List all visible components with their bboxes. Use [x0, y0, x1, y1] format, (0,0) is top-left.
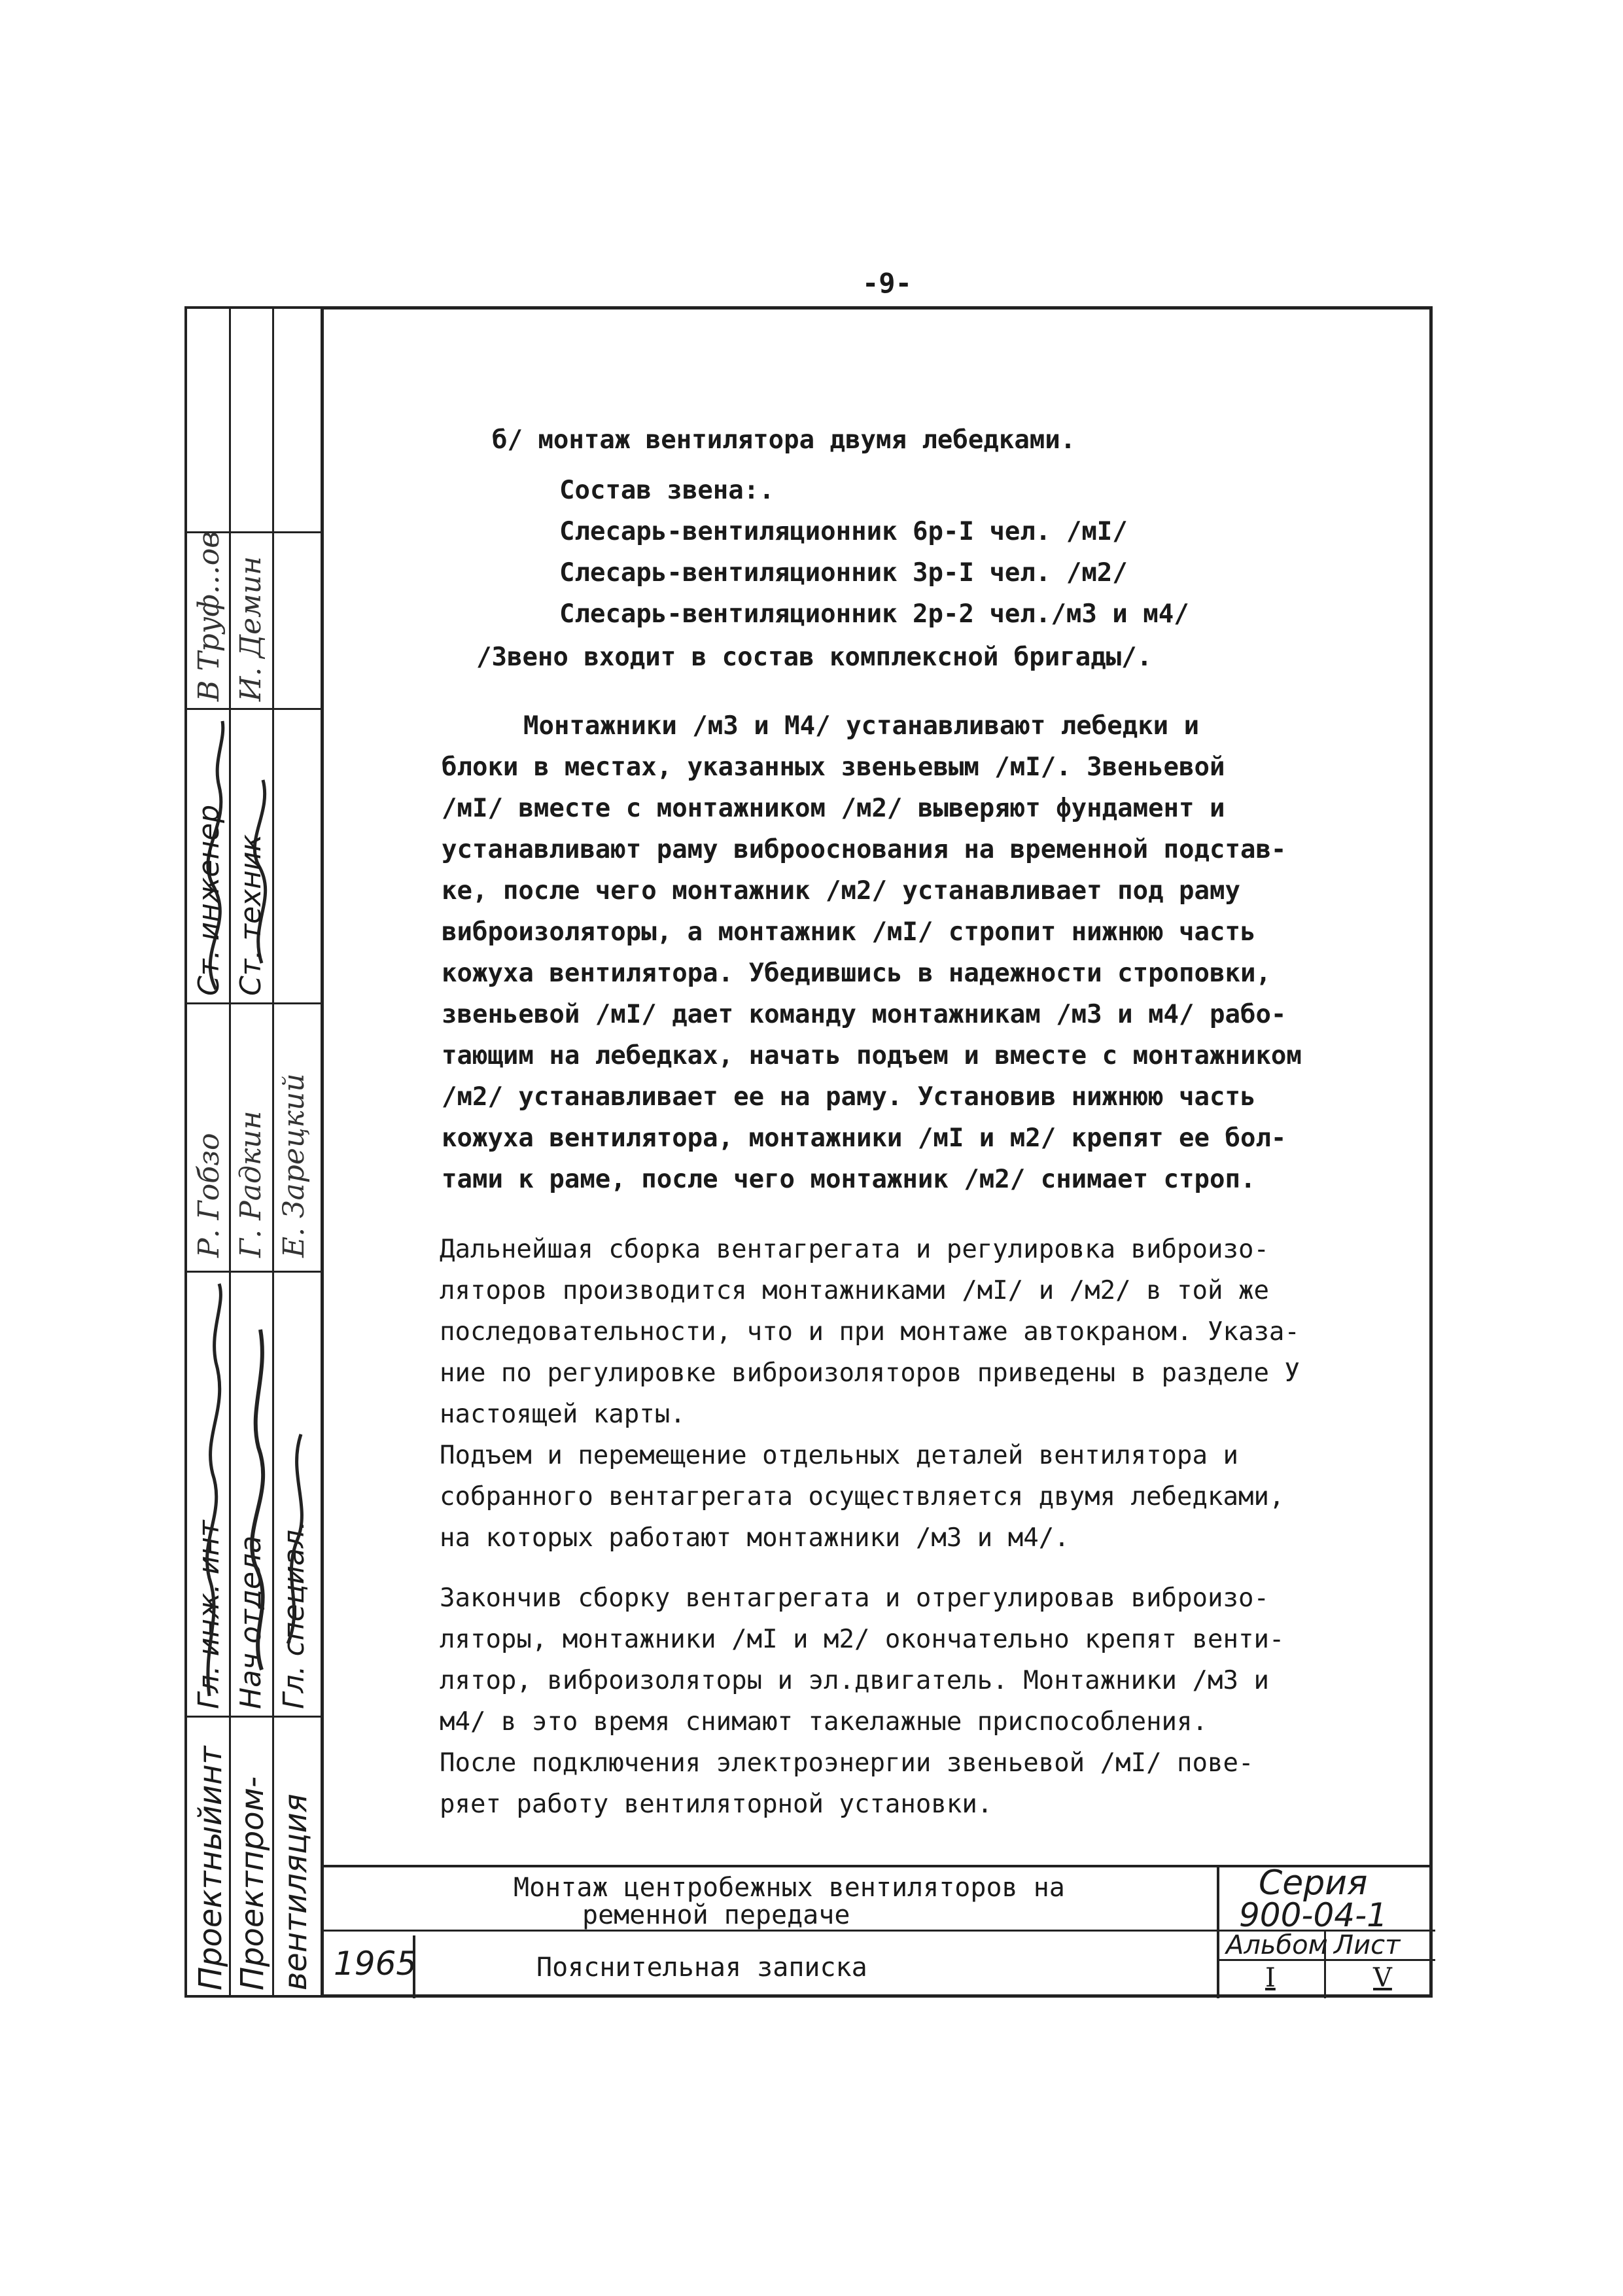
- paragraph-line: кожуха вентилятора. Убедившись в надежности строповки,: [442, 959, 1271, 988]
- name-senior-engineer: В Труф…ов: [192, 531, 226, 701]
- paragraph-line: на которых работают монтажники /м3 и м4/.: [440, 1523, 1070, 1553]
- paragraph-line: Монтажники /м3 и М4/ устанавливают лебедки и: [523, 711, 1200, 741]
- title-block: [321, 1865, 1433, 1996]
- album-label: Альбом: [1226, 1930, 1328, 1960]
- paragraph-line: /мI/ вместе с монтажником /м2/ выверяют фундамент и: [442, 794, 1225, 823]
- paragraph-line: тающим на лебедках, начать подъем и вместе с монтажником: [442, 1041, 1302, 1070]
- crew-line: Слесарь-вентиляционник 2р-2 чел./м3 и м4/: [559, 599, 1189, 629]
- side-divider: [187, 1002, 321, 1004]
- crew-note: /Звено входит в состав комплексной бригады/.: [476, 643, 1153, 672]
- paragraph-line: звеньевой /мI/ дает команду монтажникам /м3 и м4/ рабо-: [442, 1000, 1287, 1029]
- year-text: 1965: [334, 1945, 417, 1983]
- side-dept-3: вентиляция: [277, 1793, 314, 1990]
- paragraph-line: После подключения электроэнергии звеньевой /мI/ пове-: [440, 1748, 1254, 1778]
- paragraph-line: м4/ в это время снимают такелажные приспособления.: [440, 1707, 1208, 1737]
- series-value: 900-04-1: [1239, 1896, 1387, 1934]
- name-head-dept: Г. Радкин: [234, 1110, 268, 1258]
- title-line-1: Монтаж центробежных вентиляторов на: [514, 1873, 1065, 1903]
- sheet-value: V: [1373, 1963, 1392, 1993]
- side-divider: [187, 1716, 321, 1718]
- side-divider: [187, 708, 321, 710]
- side-divider: [272, 309, 274, 1995]
- side-dept-2: Проектпром-: [234, 1776, 271, 1990]
- paragraph-line: Закончив сборку вентагрегата и отрегулировав виброизо-: [440, 1583, 1269, 1613]
- album-value: I: [1265, 1963, 1276, 1993]
- paragraph-line: виброизоляторы, а монтажник /мI/ стропит нижнюю часть: [442, 917, 1256, 947]
- name-chief-specialist: Е. Зарецкий: [277, 1073, 311, 1258]
- sheet-label: Лист: [1334, 1930, 1401, 1960]
- paragraph-line: ние по регулировке виброизоляторов приведены в разделе У: [440, 1358, 1300, 1388]
- paragraph-line: настоящей карты.: [440, 1400, 686, 1429]
- paragraph-line: лятор, виброизоляторы и эл.двигатель. Монтажники /м3 и: [440, 1666, 1269, 1695]
- crew-heading: Состав звена:.: [559, 476, 775, 505]
- section-title: б/ монтаж вентилятора двумя лебедками.: [492, 425, 1076, 455]
- paragraph-line: блоки в местах, указанных звеньевым /мI/. Звеньевой: [442, 752, 1225, 782]
- side-dept-1: Проектныйинт: [192, 1746, 229, 1990]
- paragraph-line: ке, после чего монтажник /м2/ устанавливает под раму: [442, 876, 1240, 906]
- name-chief-engineer: Р. Гобзо: [192, 1133, 226, 1258]
- page-number: -9-: [862, 267, 912, 299]
- title-line-2: ременной передаче: [582, 1900, 850, 1930]
- crew-line: Слесарь-вентиляционник 3р-I чел. /м2/: [559, 558, 1128, 588]
- paragraph-line: тами к раме, после чего монтажник /м2/ снимает строп.: [442, 1165, 1256, 1194]
- paragraph-line: /м2/ устанавливает ее на раму. Установив нижнюю часть: [442, 1082, 1256, 1112]
- side-divider: [187, 1271, 321, 1273]
- role-chief-engineer: Гл. инж. инт: [192, 1520, 226, 1709]
- crew-line: Слесарь-вентиляционник 6р-I чел. /мI/: [559, 517, 1128, 546]
- role-chief-specialist: Гл. специал.: [277, 1520, 311, 1709]
- name-senior-technician: И. Демин: [234, 556, 268, 701]
- paragraph-line: кожуха вентилятора, монтажники /мI и м2/ крепят ее бол-: [442, 1123, 1287, 1153]
- paragraph-line: собранного вентагрегата осуществляется двумя лебедками,: [440, 1482, 1285, 1511]
- paragraph-line: ряет работу вентиляторной установки.: [440, 1790, 993, 1819]
- role-senior-engineer: Ст. инженер: [192, 804, 226, 996]
- paragraph-line: последовательности, что и при монтаже автокраном. Указа-: [440, 1317, 1300, 1347]
- side-divider: [229, 309, 231, 1995]
- paragraph-line: ляторов производится монтажниками /мI/ и /м2/ в той же: [440, 1276, 1269, 1305]
- series-cell: [1217, 1863, 1433, 1998]
- paragraph-line: ляторы, монтажники /мI и м2/ окончательно крепят венти-: [440, 1625, 1285, 1654]
- role-senior-technician: Ст. техник: [234, 834, 268, 996]
- subtitle: Пояснительная записка: [536, 1952, 867, 1983]
- paragraph-line: устанавливают раму виброоснования на временной подстав-: [442, 835, 1287, 864]
- paragraph-line: Подъем и перемещение отдельных деталей вентилятора и: [440, 1441, 1238, 1470]
- signature-group-1: [190, 1277, 321, 1709]
- role-head-dept: Нач отдела: [234, 1535, 268, 1709]
- paragraph-line: Дальнейшая сборка вентагрегата и регулировка виброизо-: [440, 1235, 1269, 1264]
- side-stamp: [184, 306, 321, 1998]
- series-label: Серия: [1259, 1863, 1368, 1903]
- year-cell: [321, 1935, 415, 1998]
